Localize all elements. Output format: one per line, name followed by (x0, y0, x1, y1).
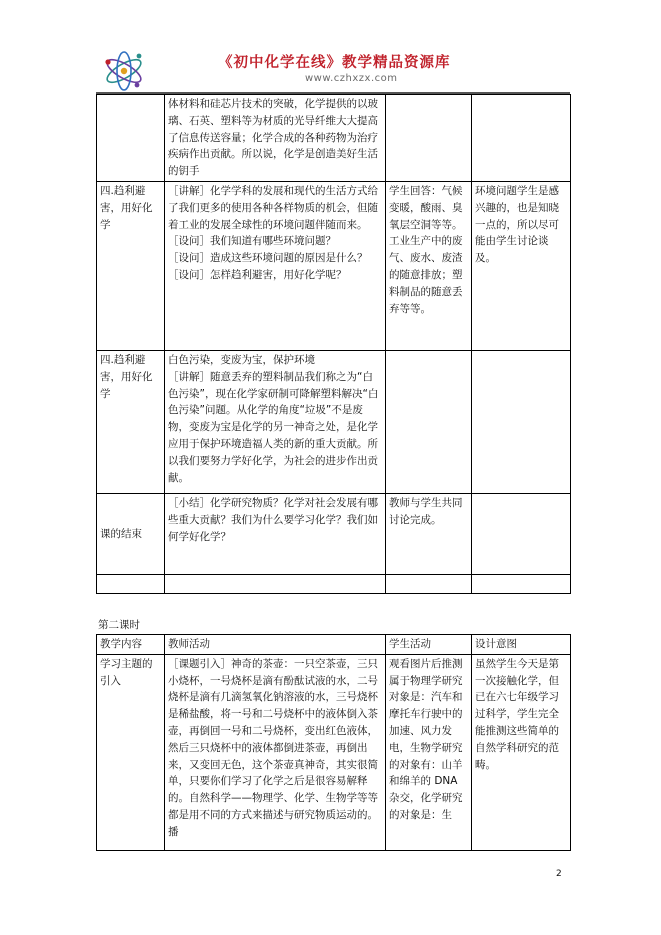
table-row (97, 95, 571, 182)
table-row (97, 493, 571, 574)
teacher-cell: 体材料和硅芯片技术的突破，化学提供的以玻璃、石英、塑料等为材质的光导纤维大大提高了信息传送容量；化学合成的各种药物为治疗疾病作出贡献。所以说，化学是创造美好生活的钥手 (165, 95, 386, 182)
table-row (97, 574, 571, 593)
student-cell (386, 95, 472, 182)
page-header (100, 45, 560, 95)
intent-cell: 虽然学生今天是第一次接触化学，但已在六七年级学习过科学，学生完全能推测这些简单的自然学科研究的范畴。 (472, 654, 571, 850)
table-header-row (97, 635, 571, 655)
table-row (97, 181, 571, 350)
content-cell: 四.趋利避害，用好化学 (97, 350, 165, 493)
teacher-explain: ［讲解］化学学科的发展和现代的生活方式给了我们更多的使用各种各样物质的机会，但随着工业的发展全球性的环境问题伴随而来。 (168, 184, 378, 231)
intent-cell: 环境问题学生是感兴趣的，也是知晓一点的，所以尽可能由学生讨论谈及。 (472, 181, 571, 350)
teacher-question: ［设问］我们知道有哪些环境问题？ (168, 235, 336, 248)
teacher-explain: ［讲解］随意丢弃的塑料制品我们称之为“白色污染”，现在化学家研制可降解塑料解决“白色污染”问题。从化学的角度“垃圾”不是废物，变废为宝是化学的另一神奇之处，是化学应用于保护环境造福人类的新的重大贡献。所以我们要努力学好化学，为社会的进步作出贡献。 (168, 370, 379, 484)
intent-cell (472, 350, 571, 493)
content-cell (97, 95, 165, 182)
column-header: 教学内容 (97, 635, 165, 655)
banner-title: 《初中化学在线》教学精品资源库 (218, 55, 451, 71)
student-cell (386, 181, 472, 350)
column-header: 教师活动 (165, 635, 386, 655)
student-cell: 观看图片后推测属于物理学研究对象是：汽车和摩托车行驶中的加速、风力发电，生物学研究的对象有：山羊和绵羊的 DNA 杂交，化学研究的对象是：生 (386, 654, 472, 850)
content-cell: 学习主题的引入 (97, 654, 165, 850)
lesson-table-continued (96, 94, 571, 594)
teacher-topic: 白色污染，变废为宝，保护环境 (168, 353, 315, 366)
teacher-cell: ［小结］化学研究物质？化学对社会发展有哪些重大贡献？我们为什么要学习化学？我们如何学好化学？ (165, 493, 386, 574)
student-answer: 学生回答：气候变暖，酸雨、臭氧层空洞等等。 (389, 184, 463, 231)
student-answer: 工业生产中的废气、废水、废渣的随意排放；塑料制品的随意丢弃等等。 (389, 235, 463, 315)
student-cell (386, 350, 472, 493)
intent-cell (472, 95, 571, 182)
student-cell: 教师与学生共同讨论完成。 (386, 493, 472, 574)
content-cell: 四.趋利避害，用好化学 (97, 181, 165, 350)
teacher-cell: ［课题引入］神奇的茶壶：一只空茶壶，三只小烧杯，一号烧杯是滴有酚酞试液的水，二号烧杯是滴有几滴氢氧化钠溶液的水，三号烧杯是稀盐酸，将一号和二号烧杯中的液体倒入茶壶，再倒回一号和二号烧杯，变出红色液体，然后三只烧杯中的液体都倒进茶壶，再倒出来，又变回无色，这个茶壶真神奇，其实很简单，只要你们学习了化学之后是很容易解释的。自然科学——物理学、化学、生物学等等都是用不同的方式来描述与研究物质运动的。播 (165, 654, 386, 850)
teacher-question: ［设问］怎样趋利避害，用好化学呢？ (168, 268, 347, 281)
table-row (97, 350, 571, 493)
table-row (97, 654, 571, 850)
teacher-cell (165, 350, 386, 493)
intent-cell (472, 493, 571, 574)
lesson-table-session-2 (96, 634, 571, 851)
page-number: 2 (556, 869, 562, 879)
teacher-question: ［设问］造成这些环境问题的原因是什么？ (168, 252, 368, 265)
content-cell: 课的结束 (97, 493, 165, 574)
banner-url: www.czhxzx.com (305, 73, 398, 84)
session-label: 第二课时 (98, 619, 140, 631)
column-header: 学生活动 (386, 635, 472, 655)
column-header: 设计意图 (472, 635, 571, 655)
teacher-cell (165, 181, 386, 350)
atom-logo-icon (100, 45, 150, 93)
